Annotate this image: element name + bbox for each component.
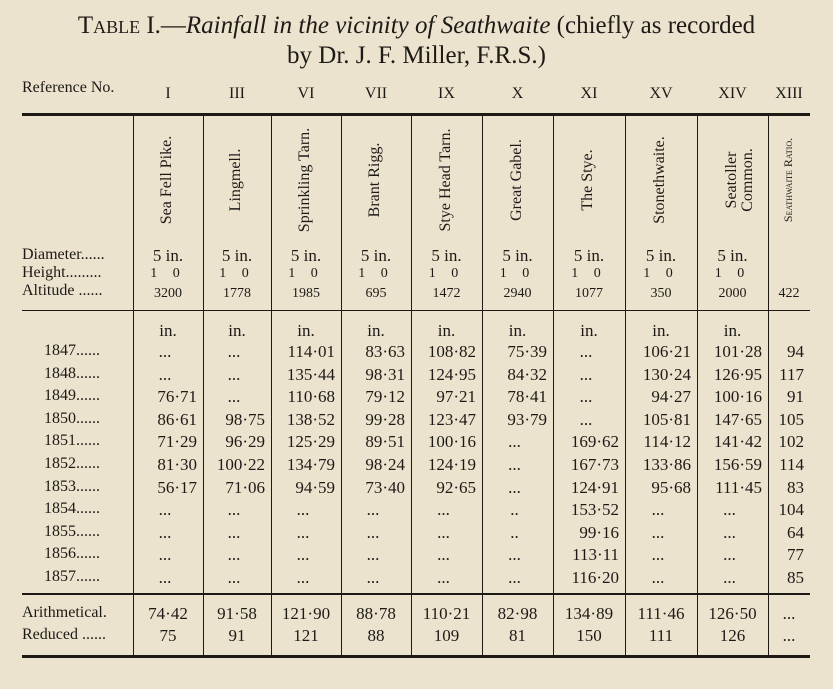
table-cell: 123·47	[427, 409, 476, 429]
column-ref-5: X	[511, 85, 524, 102]
table-cell: 110·68	[287, 387, 335, 407]
summary-cell: 110·21	[422, 604, 471, 623]
table-cell: 81·30	[157, 455, 197, 474]
table-cell: ...	[723, 522, 736, 542]
table-cell: 98·75	[225, 409, 265, 429]
altitude-value: 350	[650, 286, 672, 301]
table-cell: 114·01	[287, 342, 335, 361]
table-cell: ...	[227, 522, 241, 542]
table-cell: ...	[508, 477, 521, 497]
table-cell: 114	[779, 455, 804, 474]
table-cell: ...	[366, 500, 380, 520]
table-cell: 71·29	[157, 432, 197, 452]
table-cell: 100·22	[216, 455, 265, 474]
bottom-rule	[22, 655, 810, 658]
column-ref-0: I	[165, 85, 171, 102]
table-cell: 167·73	[570, 455, 619, 474]
table-cell: 106·21	[642, 342, 691, 361]
table-cell: 76·71	[157, 387, 197, 407]
table-cell: ...	[158, 568, 172, 587]
table-cell: ...	[227, 500, 241, 520]
table-cell: ...	[296, 522, 310, 542]
table-cell: 83·63	[365, 342, 405, 361]
summary-cell: 88·78	[356, 604, 396, 623]
unit-label: in.	[159, 321, 177, 340]
column-ref-8: XIV	[718, 85, 747, 102]
column-ref-2: VI	[297, 85, 315, 102]
table-cell: 71·06	[225, 477, 265, 497]
height-value: 1 0	[150, 266, 186, 281]
summary-cell: 150	[576, 626, 602, 645]
table-cell: 78·41	[507, 387, 547, 407]
table-cell: 75·39	[507, 342, 547, 361]
station-name-6: The Stye.	[579, 149, 596, 211]
table-cell: ...	[366, 545, 380, 565]
table-cell: ...	[158, 522, 172, 542]
summary-cell: 109	[433, 626, 460, 645]
table-cell: ...	[651, 500, 665, 520]
summary-cell: 126	[719, 626, 746, 645]
height-label: Height.........	[22, 264, 102, 281]
top-rule	[22, 113, 810, 116]
diameter-value: 5 in.	[645, 246, 677, 265]
column-ref-1: III	[229, 85, 245, 102]
table-cell: ...	[508, 455, 521, 474]
altitude-value: 695	[365, 286, 387, 301]
meta-rule	[22, 310, 810, 311]
title-dash: —	[160, 12, 186, 39]
year-label: 1855......	[44, 522, 100, 540]
diameter-value: 5 in.	[431, 246, 462, 265]
table-cell: 126·95	[713, 364, 762, 384]
height-value: 1 0	[499, 266, 536, 281]
unit-label: in.	[652, 321, 670, 340]
table-cell: 124·95	[427, 364, 476, 384]
unit-label: in.	[297, 321, 315, 340]
table-cell: ...	[508, 568, 521, 587]
table-cell: ...	[579, 342, 593, 361]
table-cell: 130·24	[642, 364, 691, 384]
station-name-8: Seatoller Common.	[722, 148, 756, 212]
column-ref-3: VII	[364, 85, 388, 102]
diameter-value: 5 in.	[360, 246, 392, 265]
diameter-value: 5 in.	[717, 246, 748, 265]
table-cell: 79·12	[365, 387, 405, 407]
table-cell: 124·91	[570, 477, 619, 497]
table-cell: ...	[651, 522, 665, 542]
table-cell: 98·31	[365, 364, 405, 384]
table-cell: 98·24	[365, 455, 405, 474]
reference-label: Reference No.	[22, 79, 115, 96]
table-cell: ...	[227, 387, 241, 407]
table-cell: ...	[158, 545, 172, 565]
year-label: 1847......	[44, 342, 100, 359]
table-cell: ...	[437, 500, 450, 520]
table-cell: 99·16	[579, 522, 619, 542]
table-cell: ...	[296, 568, 310, 587]
table-cell: ...	[508, 545, 521, 565]
year-label: 1848......	[44, 364, 100, 382]
unit-label: in.	[723, 321, 742, 340]
table-cell: 99·28	[365, 409, 405, 429]
table-cell: 147·65	[713, 409, 762, 429]
summary-cell: 111	[648, 626, 674, 645]
summary-label: Arithmetical.	[22, 604, 107, 621]
table-cell: 93·79	[507, 409, 547, 429]
year-label: 1852......	[44, 455, 100, 472]
table-cell: 117	[779, 364, 804, 384]
table-cell: 105	[778, 409, 804, 429]
table-cell: ...	[723, 568, 736, 587]
table-cell: 85	[787, 568, 804, 587]
height-value: 1 0	[288, 266, 324, 281]
table-cell: 100·16	[713, 387, 762, 407]
station-name-2: Sprinkling Tarn.	[296, 127, 313, 233]
station-name-5: Great Gabel.	[507, 139, 525, 221]
unit-label: in.	[508, 321, 527, 340]
year-label: 1849......	[44, 387, 100, 405]
height-value: 1 0	[358, 266, 394, 281]
table-caption-tail: (chiefly as recorded	[556, 12, 756, 39]
table-number: Table I.	[77, 12, 161, 39]
table-cell: 169·62	[570, 432, 619, 452]
table-cell: ...	[437, 568, 450, 587]
year-label: 1856......	[44, 545, 100, 563]
table-cell: ...	[723, 500, 736, 520]
summary-cell: 121·90	[281, 604, 331, 623]
table-cell: ...	[508, 432, 521, 452]
height-value: 1 0	[643, 266, 679, 281]
column-ref-4: IX	[438, 85, 455, 102]
summary-cell: 134·89	[564, 604, 614, 623]
diameter-value: 5 in.	[290, 246, 322, 265]
station-name-7: Stonethwaite.	[651, 136, 668, 224]
summary-cell: 82·98	[497, 604, 538, 623]
summary-cell: 74·42	[148, 604, 188, 623]
table-cell: 138·52	[286, 409, 335, 429]
table-title-line2: by Dr. J. F. Miller, F.R.S.)	[287, 42, 546, 69]
summary-cell: 121	[293, 626, 319, 645]
summary-cell: 111·46	[637, 604, 685, 623]
diameter-value: 5 in.	[573, 246, 605, 265]
summary-cell: 75	[159, 626, 177, 645]
altitude-value: 3200	[154, 286, 182, 301]
year-label: 1854......	[44, 500, 100, 518]
diameter-label: Diameter......	[22, 246, 105, 263]
table-cell: ...	[366, 522, 380, 542]
height-value: 1 0	[714, 266, 751, 281]
table-cell: 73·40	[365, 477, 405, 497]
table-cell: 94·59	[295, 477, 335, 497]
table-cell: 105·81	[642, 409, 691, 429]
table-cell: ...	[158, 500, 172, 520]
column-ref-9: XIII	[775, 85, 803, 102]
table-cell: ...	[227, 545, 241, 565]
summary-cell: ...	[782, 604, 796, 623]
table-cell: 134·79	[286, 455, 335, 474]
table-cell: ...	[227, 342, 241, 361]
table-cell: 113·11	[572, 545, 619, 565]
table-cell: ...	[651, 568, 665, 587]
altitude-value: 1077	[575, 286, 603, 301]
year-label: 1851......	[44, 432, 100, 450]
height-value: 1 0	[571, 266, 607, 281]
summary-cell: 91·58	[217, 604, 257, 623]
table-cell: ...	[227, 364, 241, 384]
unit-label: in.	[367, 321, 385, 340]
table-cell: ...	[158, 364, 172, 384]
station-name-9: Seathwaite Ratio.	[781, 137, 795, 223]
altitude-value: 2940	[503, 286, 532, 301]
station-name-4: Stye Head Tarn.	[436, 128, 454, 232]
altitude-value: 1985	[292, 286, 320, 301]
table-cell: 153·52	[570, 500, 619, 520]
year-label: 1853......	[44, 477, 100, 495]
table-cell: 83	[787, 477, 804, 497]
table-cell: 114·12	[643, 432, 691, 452]
table-cell: ...	[579, 364, 593, 384]
table-cell: 116·20	[571, 568, 619, 587]
table-cell: ...	[723, 545, 736, 565]
summary-rule-top	[22, 593, 810, 595]
table-cell: 84·32	[507, 364, 547, 384]
table-cell: 111·45	[715, 477, 762, 497]
table-cell: ...	[437, 545, 450, 565]
table-cell: 124·19	[427, 455, 476, 474]
diameter-value: 5 in.	[152, 246, 184, 265]
table-cell: ...	[366, 568, 380, 587]
summary-cell: ...	[782, 626, 796, 645]
station-name-0: Sea Fell Pike.	[158, 135, 175, 225]
column-ref-6: XI	[580, 85, 598, 102]
table-title-line1	[0, 12, 833, 40]
year-label: 1857......	[44, 568, 100, 585]
height-value: 1 0	[428, 266, 465, 281]
table-cell: 97·21	[436, 387, 476, 407]
table-cell: ...	[579, 387, 593, 407]
table-cell: ...	[296, 500, 310, 520]
column-ref-7: XV	[649, 85, 673, 102]
altitude-label: Altitude ......	[22, 282, 103, 299]
altitude-value: 1472	[432, 286, 461, 301]
table-cell: 91	[787, 387, 804, 407]
table-cell: ...	[651, 545, 665, 565]
altitude-value: 422	[778, 286, 800, 301]
table-cell: 135·44	[286, 364, 335, 384]
table-cell: 96·29	[225, 432, 265, 452]
table-cell: 95·68	[651, 477, 691, 497]
table-cell: 108·82	[427, 342, 476, 361]
table-cell: 94·27	[651, 387, 691, 407]
table-cell: 77	[787, 545, 804, 565]
table-cell: ...	[158, 342, 172, 361]
table-cell: ..	[510, 522, 519, 542]
summary-cell: 88	[367, 626, 385, 645]
station-name-1: Lingmell.	[227, 148, 244, 212]
table-cell: ...	[227, 568, 241, 587]
table-cell: 100·16	[427, 432, 476, 452]
height-value: 1 0	[219, 266, 255, 281]
diameter-value: 5 in.	[221, 246, 253, 265]
table-cell: 133·86	[642, 455, 691, 474]
summary-cell: 91	[228, 626, 246, 645]
summary-cell: 81	[509, 626, 526, 645]
table-cell: ..	[510, 500, 519, 520]
summary-label: Reduced ......	[22, 626, 106, 643]
altitude-value: 2000	[718, 286, 747, 301]
table-cell: ...	[579, 409, 593, 429]
table-cell: 101·28	[713, 342, 762, 361]
year-label: 1850......	[44, 409, 100, 427]
table-caption-italic: Rainfall in the vicinity of Seathwaite	[185, 12, 551, 39]
table-cell: 156·59	[713, 455, 762, 474]
table-cell: 56·17	[157, 477, 197, 497]
unit-label: in.	[228, 321, 246, 340]
table-cell: 89·51	[365, 432, 405, 452]
table-cell: 86·61	[157, 409, 197, 429]
table-cell: ...	[437, 522, 450, 542]
table-cell: ...	[296, 545, 310, 565]
diameter-value: 5 in.	[502, 246, 533, 265]
table-cell: 92·65	[436, 477, 476, 497]
summary-cell: 126·50	[708, 604, 757, 623]
table-cell: 102	[778, 432, 804, 452]
table-cell: 125·29	[286, 432, 335, 452]
station-name-3: Brant Rigg.	[366, 142, 383, 218]
altitude-value: 1778	[223, 286, 251, 301]
table-cell: 104	[778, 500, 804, 520]
table-cell: 141·42	[713, 432, 762, 452]
table-cell: 94	[787, 342, 804, 361]
unit-label: in.	[437, 321, 456, 340]
table-cell: 64	[787, 522, 804, 542]
unit-label: in.	[580, 321, 598, 340]
